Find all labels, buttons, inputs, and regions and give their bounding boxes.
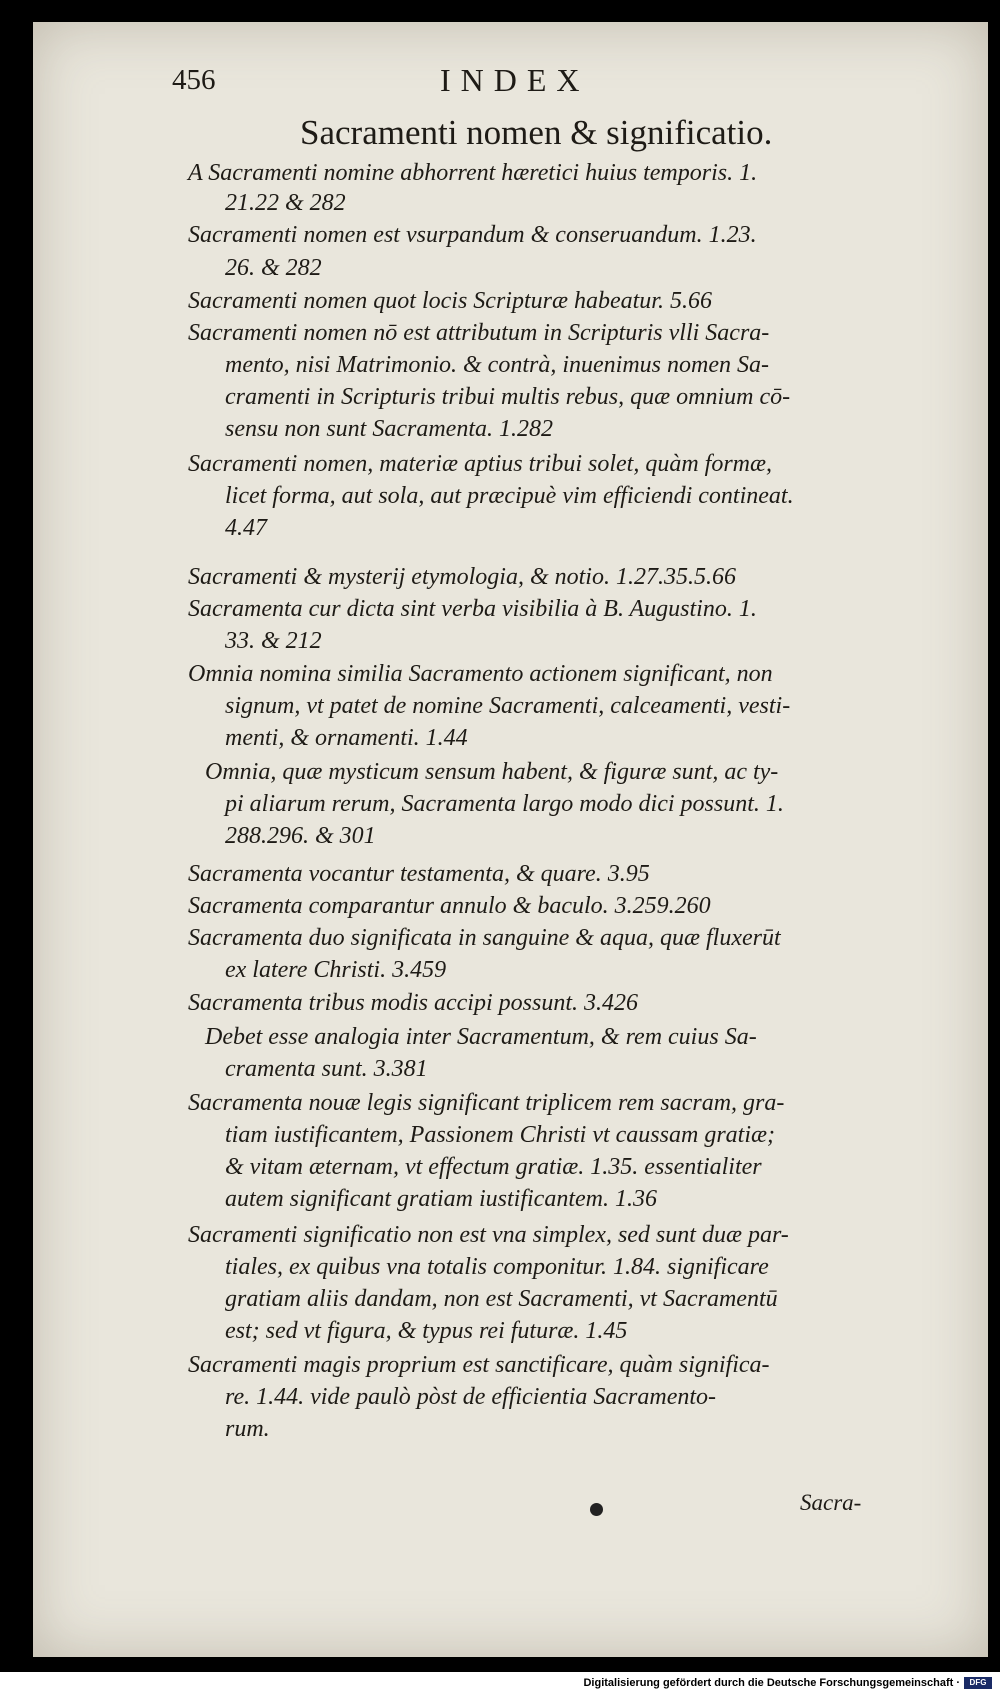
index-line: tiam iustificantem, Passionem Christi vt caussam gratiæ;: [225, 1122, 775, 1148]
index-line: rum.: [225, 1416, 270, 1442]
index-line: menti, & ornamenti. 1.44: [225, 725, 468, 751]
index-line: mento, nisi Matrimonio. & contrà, inuenimus nomen Sa-: [225, 352, 769, 378]
index-line: cramenti in Scripturis tribui multis rebus, quæ omnium cō-: [225, 384, 791, 410]
index-line: Sacramenta duo significata in sanguine & aqua, quæ fluxerūt: [188, 925, 781, 951]
index-line: Sacramenti magis proprium est sanctificare, quàm significa-: [188, 1352, 770, 1378]
ink-dot: [590, 1503, 603, 1516]
index-line: 4.47: [225, 515, 267, 541]
index-line: 26. & 282: [225, 255, 322, 281]
index-line: autem significant gratiam iustificantem. 1.36: [225, 1186, 657, 1212]
index-line: Omnia nomina similia Sacramento actionem significant, non: [188, 661, 773, 687]
index-line: & vitam æternam, vt effectum gratiæ. 1.35. essentialiter: [225, 1154, 762, 1180]
index-line: Sacramenti nomen est vsurpandum & conseruandum. 1.23.: [188, 222, 757, 248]
index-line: licet forma, aut sola, aut præcipuè vim efficiendi contineat.: [225, 483, 794, 509]
index-line: 288.296. & 301: [225, 823, 376, 849]
index-line: re. 1.44. vide paulò pòst de efficientia Sacramento-: [225, 1384, 717, 1410]
index-line: cramenta sunt. 3.381: [225, 1056, 428, 1082]
index-line: 33. & 212: [225, 628, 322, 654]
index-line: Sacramenti significatio non est vna simplex, sed sunt duæ par-: [188, 1222, 789, 1248]
index-line: tiales, ex quibus vna totalis componitur. 1.84. significare: [225, 1254, 769, 1280]
index-line: A Sacramenti nomine abhorrent hæretici huius temporis. 1.: [188, 160, 758, 186]
index-line: pi aliarum rerum, Sacramenta largo modo dici possunt. 1.: [225, 791, 784, 817]
index-line: gratiam aliis dandam, non est Sacramenti, vt Sacramentū: [225, 1286, 778, 1312]
index-line: Sacramenti nomen quot locis Scripturæ habeatur. 5.66: [188, 288, 712, 314]
index-line: Sacramenti & mysterij etymologia, & notio. 1.27.35.5.66: [188, 564, 736, 590]
index-line: 21.22 & 282: [225, 190, 346, 216]
book-page: [33, 22, 988, 1657]
index-line: sensu non sunt Sacramenta. 1.282: [225, 416, 553, 442]
section-heading: Sacramenti nomen & significatio.: [300, 113, 773, 152]
page-number: 456: [172, 64, 216, 96]
index-line: ex latere Christi. 3.459: [225, 957, 447, 983]
index-line: Sacramenti nomen, materiæ aptius tribui solet, quàm formæ,: [188, 451, 772, 477]
index-line: est; sed vt figura, & typus rei futuræ. 1.45: [225, 1318, 628, 1344]
index-line: Debet esse analogia inter Sacramentum, & rem cuius Sa-: [205, 1024, 757, 1050]
dfg-logo-icon: DFG: [964, 1677, 992, 1689]
index-line: Sacramenta tribus modis accipi possunt. 3.426: [188, 990, 638, 1016]
index-line: signum, vt patet de nomine Sacramenti, calceamenti, vesti-: [225, 693, 791, 719]
index-line: Sacramenta vocantur testamenta, & quare. 3.95: [188, 861, 650, 887]
index-line: Sacramenta cur dicta sint verba visibilia à B. Augustino. 1.: [188, 596, 757, 622]
index-line: Sacramenta nouæ legis significant triplicem rem sacram, gra-: [188, 1090, 785, 1116]
index-line: Sacramenta comparantur annulo & baculo. 3.259.260: [188, 893, 711, 919]
running-head: INDEX: [440, 62, 590, 98]
catchword: Sacra-: [800, 1490, 862, 1515]
index-line: Sacramenti nomen nō est attributum in Scripturis vlli Sacra-: [188, 320, 770, 346]
index-line: Omnia, quæ mysticum sensum habent, & figuræ sunt, ac ty-: [205, 759, 779, 785]
footer-credit: Digitalisierung gefördert durch die Deutsche Forschungsgemeinschaft ·: [583, 1677, 960, 1689]
footer-bar: [0, 1672, 1000, 1694]
